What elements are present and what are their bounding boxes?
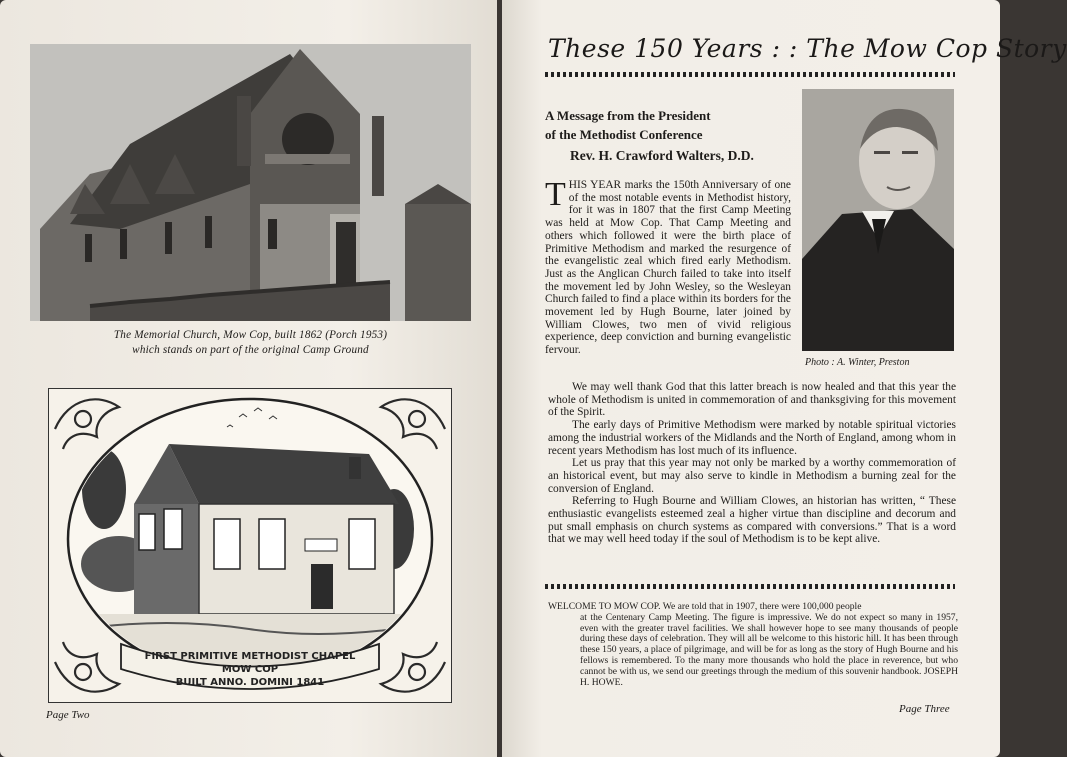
photo-credit: Photo : A. Winter, Preston (805, 357, 910, 368)
caption-line-1: The Memorial Church, Mow Cop, built 1862 (Porch 1953) (113, 329, 388, 341)
paragraph-1-smallcaps: HIS YEAR (568, 179, 622, 191)
left-page (0, 0, 497, 757)
message-heading-line-2: of the Methodist Conference (545, 127, 703, 142)
header-rule (545, 72, 955, 77)
banner-line-3: BUILT ANNO. DOMINI 1841 (175, 677, 325, 688)
message-paragraph-3: The early days of Primitive Methodism were marked by notable spiritual victories among the industrial workers of the Midlands and the North of England, among whom in recent years Methodism has lost much of its influence. (548, 419, 956, 457)
section-rule (545, 584, 955, 589)
message-body (548, 381, 956, 546)
welcome-lead: WELCOME TO MOW COP. We are told that in 1907, there were 100,000 people (548, 601, 862, 612)
message-paragraph-5: Referring to Hugh Bourne and William Clowes, an historian has written, “ These enthusiastic evangelists esteemed zeal a higher virtue than discipline and decorum and put small emphasis on church systems as compared with conversions.” That is a word that we may well heed today if the soul of Methodism is to be kept alive. (548, 495, 956, 546)
message-paragraph-4: Let us pray that this year may not only be marked by a worthy commemoration of an historical event, but may also serve to kindle in Methodism a burning zeal for the conversion of England. (548, 457, 956, 495)
page-number-left: Page Two (46, 709, 90, 721)
page-header-title: These 150 Years : : The Mow Cop Story (548, 34, 1067, 63)
church-illustration (30, 44, 471, 321)
message-author: Rev. H. Crawford Walters, D.D. (570, 148, 754, 163)
banner-line-2: MOW COP (221, 664, 279, 675)
caption-line-2: which stands on part of the original Camp Ground (132, 344, 369, 356)
welcome-text: at the Centenary Camp Meeting. The figure is impressive. We do not expect so many in 1957, even with the greater travel facilities. We shall however hope to see many thousands of people during these days of celebration. They will all be welcome to this historic hill. It has been through these 150 years, a place of pilgrimage, and will be for as long as the story of Hugh Bourne and his fellows is remembered. To the many more thousands who hold the place in reverence, but who cannot be with us, we send our greetings through the medium of this souvenir handbook. (580, 611, 958, 677)
welcome-text-block (548, 613, 958, 689)
chapel-engraving-illustration (49, 389, 451, 702)
church-photo-caption (30, 328, 471, 358)
welcome-signature: JOSEPH H. HOWE. (580, 665, 958, 688)
paragraph-1-text: marks the 150th Anniversary of one of the most notable events in Methodist history, for it was in 1807 that the first Camp Meeting was held at Mow Cop. That Camp Meeting and others which followed it were the birth place of Primitive Methodism and marked the resurgence of the evangelistic zeal which fired early Methodism. Just as the Anglican Church failed to take into itself the movement led by John Wesley, so the Wesleyan Church failed to find a place within its borders for the movement led by Hugh Bourne, later joined by William Clowes, two men of vivid religious experience, deep conviction and burning evangelistic fervour. (545, 179, 791, 357)
memorial-church-photo (30, 44, 471, 321)
banner-line-1: FIRST PRIMITIVE METHODIST CHAPEL (144, 651, 356, 662)
chapel-engraving (48, 388, 452, 703)
message-paragraph-2: We may well thank God that this latter breach is now healed and that this year the whole of Methodism is united in commemoration of and thanksgiving for this movement of the Spirit. (548, 381, 956, 419)
message-heading-line-1: A Message from the President (545, 108, 711, 123)
president-portrait (802, 89, 954, 351)
portrait-illustration (802, 89, 954, 351)
welcome-note (548, 602, 958, 688)
drop-cap: T (545, 176, 566, 213)
page-number-right: Page Three (899, 703, 950, 715)
message-paragraph-1 (545, 176, 791, 357)
